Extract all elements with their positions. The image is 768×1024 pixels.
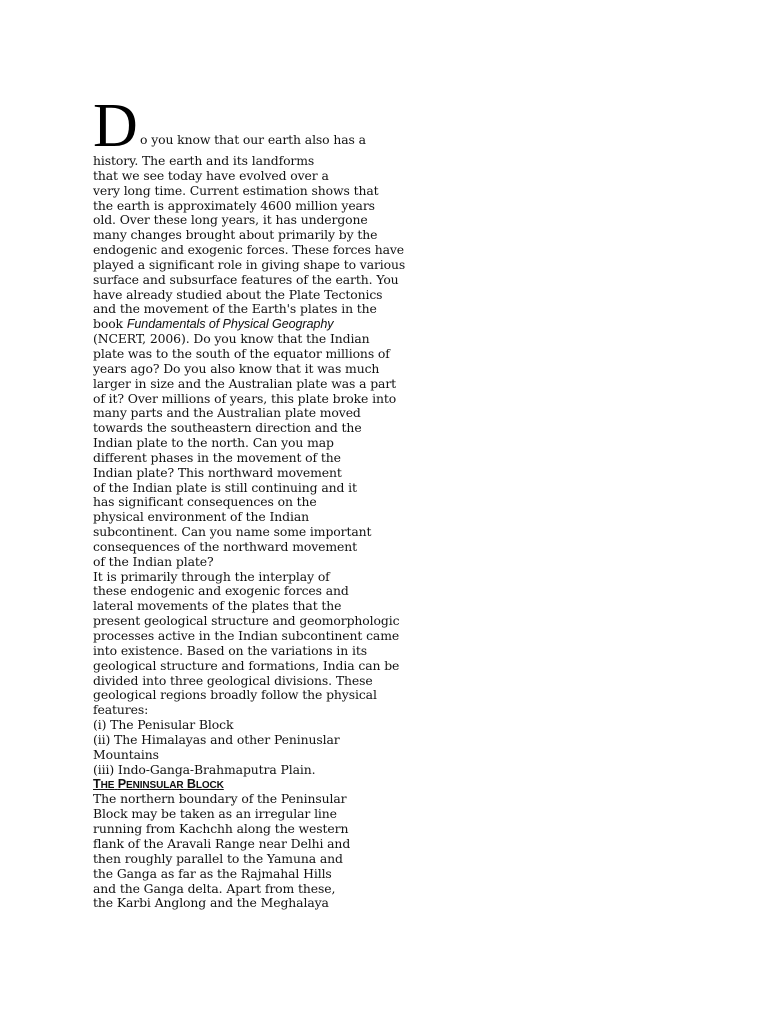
text-line: Indian plate? This northward movement [93, 464, 342, 480]
text-line: have already studied about the Plate Tectonics [93, 286, 383, 302]
text-line: Block may be taken as an irregular line [93, 806, 337, 822]
book-title: Fundamentals of Physical Geography [126, 317, 334, 332]
text-line: of the Indian plate is still continuing and it [93, 479, 357, 495]
paragraph-intro [93, 154, 433, 570]
text-line: and the Ganga delta. Apart from these, [93, 880, 336, 896]
text-line: surface and subsurface features of the earth. You [93, 271, 399, 287]
book-prefix: book [93, 316, 127, 332]
opening-text: o you know that our earth also has a [140, 132, 366, 147]
text-line: features: [93, 702, 149, 718]
text-line: these endogenic and exogenic forces and [93, 583, 349, 599]
text-line: the Karbi Anglong and the Meghalaya [93, 895, 329, 911]
text-line: It is primarily through the interplay of [93, 568, 330, 584]
text-line: of the Indian plate? [93, 553, 214, 569]
text-line: divided into three geological divisions. These [93, 672, 373, 688]
paragraph-divisions [93, 570, 433, 778]
text-line: years ago? Do you also know that it was much [93, 360, 380, 376]
text-line: endogenic and exogenic forces. These forces have [93, 242, 405, 258]
drop-cap-letter: D [93, 92, 138, 160]
text-line: into existence. Based on the variations in its [93, 642, 367, 658]
text-line: plate was to the south of the equator millions of [93, 345, 390, 361]
list-item-continuation: Mountains [93, 746, 159, 762]
paragraph-peninsular-block [93, 792, 433, 911]
text-line: the earth is approximately 4600 million years [93, 197, 375, 213]
text-line: larger in size and the Australian plate was a part [93, 375, 397, 391]
text-line: many changes brought about primarily by the [93, 227, 378, 243]
text-line: old. Over these long years, it has undergone [93, 212, 368, 228]
text-line: that we see today have evolved over a [93, 167, 329, 183]
text-line: (NCERT, 2006). Do you know that the Indian [93, 331, 370, 347]
text-line: different phases in the movement of the [93, 449, 341, 465]
text-line: present geological structure and geomorphologic [93, 613, 400, 629]
text-line: physical environment of the Indian [93, 509, 310, 525]
list-item: (ii) The Himalayas and other Peninuslar [93, 731, 340, 747]
book-reference-line [93, 317, 433, 332]
text-line: consequences of the northward movement [93, 538, 357, 554]
text-line: Indian plate to the north. Can you map [93, 435, 334, 451]
text-line: then roughly parallel to the Yamuna and [93, 850, 343, 866]
text-line: has significant consequences on the [93, 494, 317, 510]
text-line: very long time. Current estimation shows that [93, 182, 379, 198]
list-item: (i) The Penisular Block [93, 717, 234, 733]
text-line: geological regions broadly follow the physical [93, 687, 377, 703]
text-line: running from Kachchh along the western [93, 821, 349, 837]
text-line: and the movement of the Earth's plates in the [93, 301, 377, 317]
text-line: history. The earth and its landforms [93, 153, 315, 168]
section-heading: THE PENINSULAR BLOCK [93, 777, 224, 792]
text-line: geological structure and formations, India can be [93, 657, 400, 673]
text-line: many parts and the Australian plate moved [93, 405, 361, 421]
text-line: The northern boundary of the Peninsular [93, 791, 347, 807]
text-line: processes active in the Indian subcontinent came [93, 628, 400, 643]
text-line: flank of the Aravali Range near Delhi and [93, 835, 351, 851]
document-page [93, 92, 433, 911]
text-line: towards the southeastern direction and the [93, 420, 362, 436]
text-line: subcontinent. Can you name some important [93, 524, 372, 540]
text-line: of it? Over millions of years, this plate broke into [93, 390, 397, 406]
list-item: (iii) Indo-Ganga-Brahmaputra Plain. [93, 761, 316, 777]
text-line: lateral movements of the plates that the [93, 598, 342, 614]
opening-line [93, 92, 433, 160]
text-line: played a significant role in giving shape to various [93, 256, 406, 272]
text-line: the Ganga as far as the Rajmahal Hills [93, 865, 332, 881]
